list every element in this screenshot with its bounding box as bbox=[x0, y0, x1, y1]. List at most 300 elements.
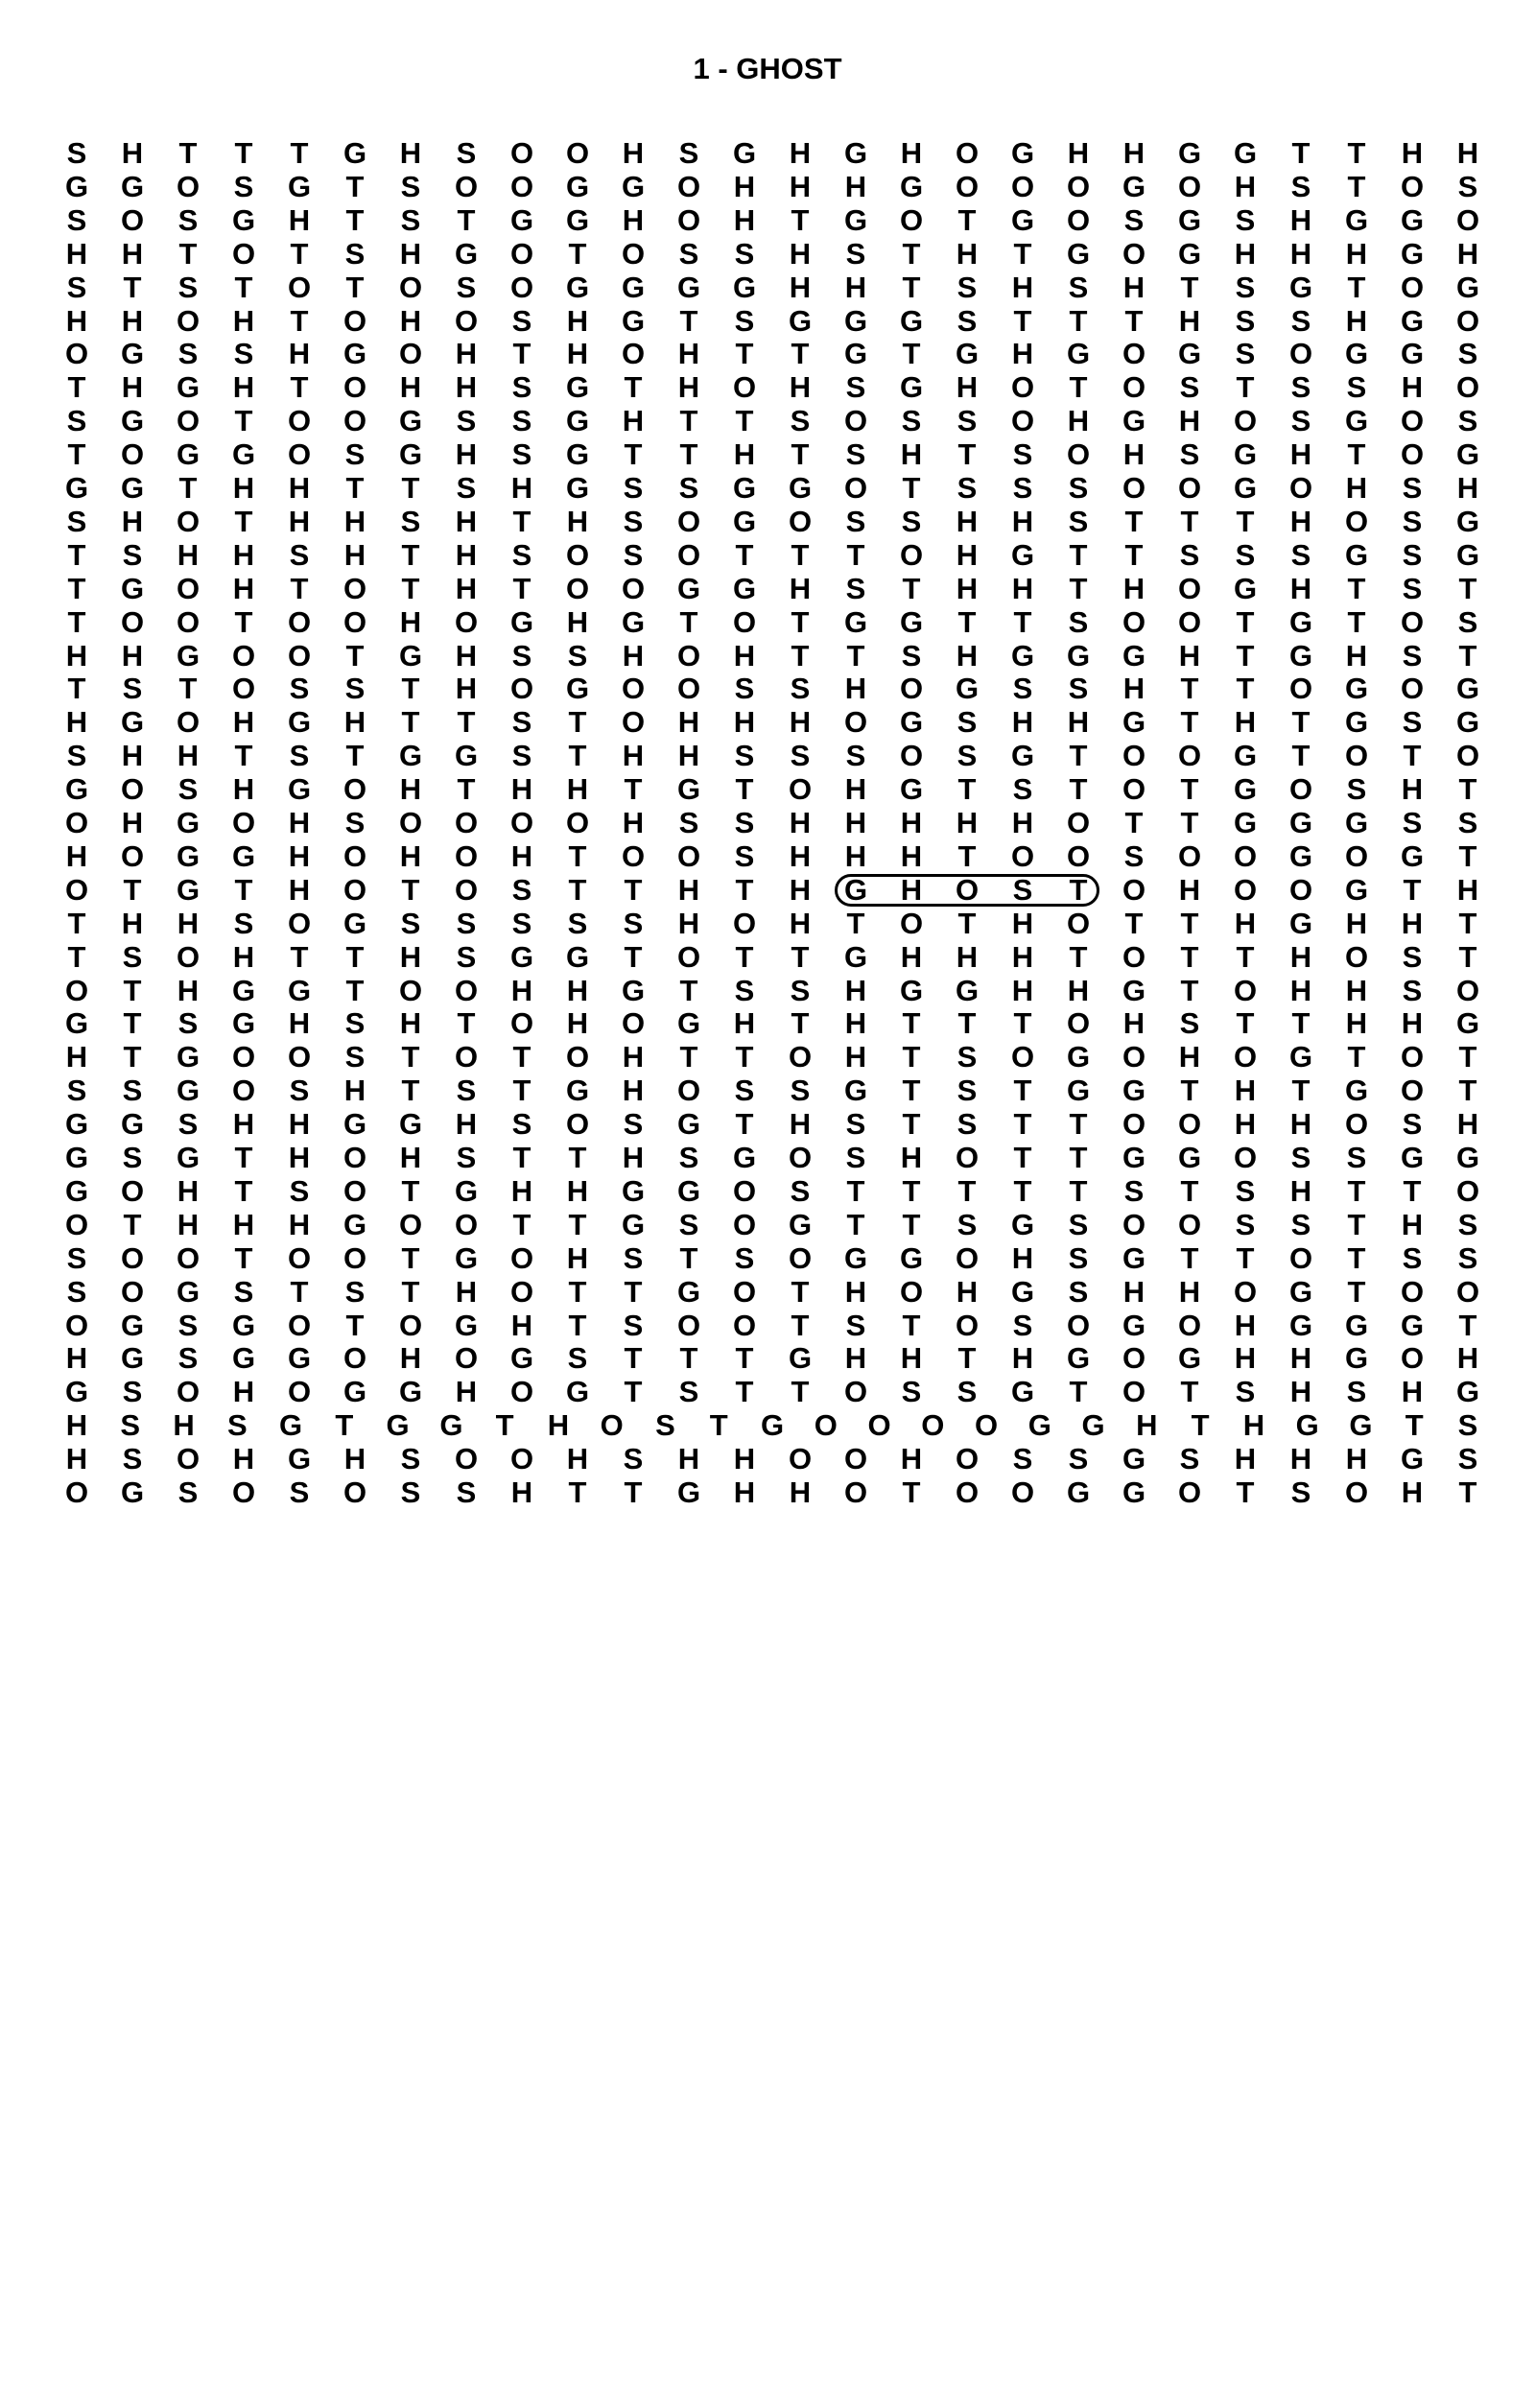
grid-letter: T bbox=[791, 1006, 810, 1041]
grid-letter: T bbox=[791, 939, 810, 974]
grid-letter: H bbox=[65, 1040, 88, 1074]
grid-letter: S bbox=[177, 772, 199, 807]
grid-letter: S bbox=[1290, 1207, 1311, 1241]
grid-letter: H bbox=[1345, 1442, 1368, 1476]
grid-letter: H bbox=[65, 638, 88, 673]
grid-letter: T bbox=[1458, 772, 1477, 807]
grid-letter: O bbox=[509, 1274, 534, 1309]
grid-letter: H bbox=[1011, 571, 1034, 605]
grid-letter: G bbox=[1455, 270, 1480, 304]
grid-letter: H bbox=[1178, 638, 1201, 673]
grid-letter: H bbox=[956, 1274, 979, 1309]
grid-letter: S bbox=[1457, 169, 1478, 203]
grid-letter: O bbox=[955, 872, 980, 907]
grid-letter: T bbox=[846, 1207, 865, 1241]
grid-letter: S bbox=[400, 202, 421, 237]
grid-letter: S bbox=[1068, 1240, 1089, 1275]
grid-letter: G bbox=[176, 1040, 201, 1074]
grid-letter: S bbox=[66, 404, 87, 438]
grid-letter: T bbox=[1180, 672, 1199, 706]
grid-letter: G bbox=[1122, 404, 1146, 438]
grid-letter: S bbox=[901, 1375, 922, 1409]
grid-letter: H bbox=[173, 1408, 195, 1443]
grid-letter: O bbox=[120, 772, 145, 807]
grid-letter: S bbox=[1346, 1375, 1367, 1409]
grid-letter: S bbox=[1179, 1442, 1200, 1476]
grid-letter: O bbox=[955, 1141, 980, 1174]
grid-letter: S bbox=[678, 1207, 699, 1241]
grid-letter: G bbox=[231, 973, 256, 1007]
grid-letter: H bbox=[510, 838, 533, 873]
grid-letter: T bbox=[735, 872, 754, 907]
grid-letter: G bbox=[342, 906, 367, 940]
grid-letter: T bbox=[679, 1341, 698, 1376]
grid-letter: T bbox=[67, 571, 86, 605]
grid-letter: T bbox=[1347, 604, 1366, 639]
grid-letter: S bbox=[734, 672, 755, 706]
grid-letter: T bbox=[568, 838, 587, 873]
grid-letter: S bbox=[1068, 270, 1089, 304]
grid-letter: S bbox=[344, 437, 366, 472]
grid-letter: H bbox=[1345, 236, 1368, 271]
grid-letter: H bbox=[900, 437, 923, 472]
grid-letter: H bbox=[1178, 404, 1201, 438]
grid-letter: T bbox=[1236, 638, 1255, 673]
grid-letter: S bbox=[678, 1141, 699, 1174]
grid-letter: T bbox=[457, 705, 476, 740]
grid-letter: O bbox=[565, 136, 590, 170]
grid-letter: S bbox=[845, 236, 866, 271]
grid-letter: G bbox=[1344, 1074, 1369, 1108]
grid-letter: G bbox=[509, 604, 534, 639]
grid-letter: H bbox=[900, 136, 923, 170]
grid-letter: G bbox=[1455, 504, 1480, 538]
grid-letter: G bbox=[64, 1107, 89, 1142]
grid-letter: O bbox=[176, 571, 201, 605]
grid-letter: G bbox=[1455, 672, 1480, 706]
grid-letter: S bbox=[456, 1074, 477, 1108]
grid-letter: O bbox=[565, 1107, 590, 1142]
grid-letter: O bbox=[454, 1040, 479, 1074]
grid-letter: O bbox=[176, 1442, 201, 1476]
grid-letter: T bbox=[290, 370, 309, 405]
grid-letter: O bbox=[565, 1040, 590, 1074]
grid-letter: O bbox=[509, 270, 534, 304]
grid-letter: T bbox=[512, 1141, 531, 1174]
grid-letter: H bbox=[900, 872, 923, 907]
grid-letter: T bbox=[1069, 303, 1088, 338]
grid-letter: T bbox=[1347, 169, 1366, 203]
grid-letter: H bbox=[622, 1040, 645, 1074]
grid-letter: O bbox=[955, 1475, 980, 1509]
grid-letter: O bbox=[176, 169, 201, 203]
grid-letter: S bbox=[623, 1240, 644, 1275]
grid-letter: G bbox=[621, 169, 646, 203]
grid-letter: H bbox=[232, 370, 255, 405]
grid-letter: S bbox=[120, 1408, 141, 1443]
grid-letter: S bbox=[623, 1308, 644, 1342]
grid-letter: O bbox=[621, 571, 646, 605]
grid-letter: S bbox=[1068, 1207, 1089, 1241]
grid-letter: O bbox=[231, 1040, 256, 1074]
grid-letter: O bbox=[1010, 169, 1035, 203]
grid-letter: H bbox=[177, 739, 200, 773]
grid-letter: T bbox=[679, 973, 698, 1007]
grid-letter: S bbox=[567, 1341, 588, 1376]
grid-letter: O bbox=[1233, 872, 1258, 907]
grid-letter: G bbox=[621, 270, 646, 304]
grid-letter: O bbox=[509, 672, 534, 706]
grid-letter: S bbox=[901, 404, 922, 438]
grid-letter: S bbox=[956, 270, 978, 304]
grid-letter: O bbox=[676, 202, 701, 237]
grid-letter: T bbox=[568, 1141, 587, 1174]
grid-letter: G bbox=[676, 772, 701, 807]
grid-letter: S bbox=[1402, 537, 1423, 572]
grid-letter: S bbox=[1012, 437, 1033, 472]
grid-letter: T bbox=[957, 838, 977, 873]
grid-letter: H bbox=[399, 370, 422, 405]
grid-letter: S bbox=[233, 169, 254, 203]
grid-letter: S bbox=[734, 236, 755, 271]
grid-letter: G bbox=[1177, 236, 1202, 271]
grid-letter: T bbox=[735, 772, 754, 807]
grid-letter: T bbox=[1013, 236, 1032, 271]
grid-letter: H bbox=[1456, 136, 1479, 170]
grid-letter: T bbox=[345, 1308, 365, 1342]
grid-letter: G bbox=[732, 504, 757, 538]
grid-letter: H bbox=[622, 739, 645, 773]
grid-letter: S bbox=[66, 202, 87, 237]
grid-letter: T bbox=[902, 1107, 921, 1142]
grid-letter: T bbox=[624, 1375, 643, 1409]
grid-letter: S bbox=[344, 1006, 366, 1041]
grid-letter: H bbox=[455, 370, 478, 405]
grid-letter: O bbox=[1122, 1341, 1146, 1376]
grid-letter: O bbox=[454, 806, 479, 839]
grid-letter: H bbox=[399, 1006, 422, 1041]
grid-letter: H bbox=[1401, 136, 1424, 170]
grid-letter: H bbox=[844, 169, 867, 203]
grid-letter: H bbox=[1345, 906, 1368, 940]
grid-letter: H bbox=[789, 370, 812, 405]
grid-letter: H bbox=[510, 1475, 533, 1509]
grid-letter: O bbox=[287, 906, 312, 940]
grid-letter: H bbox=[733, 437, 756, 472]
grid-letter: O bbox=[1177, 1107, 1202, 1142]
grid-letter: S bbox=[1123, 838, 1145, 873]
grid-letter: G bbox=[454, 236, 479, 271]
grid-letter: H bbox=[622, 202, 645, 237]
grid-letter: S bbox=[623, 537, 644, 572]
grid-letter: T bbox=[1458, 906, 1477, 940]
grid-letter: O bbox=[287, 604, 312, 639]
grid-letter: H bbox=[1122, 1006, 1145, 1041]
grid-letter: G bbox=[1288, 1274, 1313, 1309]
grid-letter: O bbox=[621, 1006, 646, 1041]
grid-letter: S bbox=[1235, 537, 1256, 572]
grid-letter: O bbox=[732, 1173, 757, 1208]
grid-letter: H bbox=[1401, 1375, 1424, 1409]
grid-letter: S bbox=[177, 1107, 199, 1142]
grid-letter: O bbox=[454, 1442, 479, 1476]
grid-letter: T bbox=[1013, 1141, 1032, 1174]
grid-letter: H bbox=[510, 1173, 533, 1208]
grid-letter: O bbox=[1400, 1274, 1425, 1309]
grid-letter: T bbox=[624, 370, 643, 405]
grid-letter: T bbox=[512, 571, 531, 605]
grid-letter: T bbox=[902, 337, 921, 371]
grid-letter: T bbox=[345, 739, 365, 773]
grid-letter: S bbox=[1290, 370, 1311, 405]
grid-letter: T bbox=[957, 437, 977, 472]
grid-letter: O bbox=[1400, 1040, 1425, 1074]
grid-letter: S bbox=[66, 1074, 87, 1108]
grid-letter: T bbox=[1124, 537, 1144, 572]
grid-letter: O bbox=[1010, 838, 1035, 873]
grid-letter: G bbox=[120, 337, 145, 371]
grid-letter: S bbox=[655, 1408, 675, 1443]
grid-letter: O bbox=[454, 169, 479, 203]
grid-letter: G bbox=[843, 337, 868, 371]
grid-letter: H bbox=[677, 337, 700, 371]
grid-letter: G bbox=[279, 1408, 303, 1443]
grid-letter: S bbox=[678, 471, 699, 505]
grid-letter: H bbox=[789, 705, 812, 740]
grid-letter: H bbox=[566, 1240, 589, 1275]
grid-letter: O bbox=[788, 1240, 813, 1275]
grid-letter: G bbox=[287, 772, 312, 807]
grid-letter: G bbox=[621, 1173, 646, 1208]
grid-letter: H bbox=[1345, 1006, 1368, 1041]
grid-letter: G bbox=[1288, 906, 1313, 940]
grid-letter: G bbox=[676, 571, 701, 605]
grid-letter: H bbox=[1345, 303, 1368, 338]
grid-letter: H bbox=[1401, 1006, 1424, 1041]
grid-letter: T bbox=[401, 1240, 420, 1275]
grid-letter: G bbox=[398, 638, 423, 673]
grid-letter: S bbox=[678, 1375, 699, 1409]
grid-letter: G bbox=[176, 437, 201, 472]
grid-letter: H bbox=[733, 1475, 756, 1509]
grid-letter: O bbox=[676, 504, 701, 538]
grid-letter: T bbox=[123, 1040, 142, 1074]
grid-letter: S bbox=[1068, 471, 1089, 505]
grid-letter: H bbox=[1011, 270, 1034, 304]
grid-letter: S bbox=[1457, 806, 1478, 839]
grid-letter: G bbox=[1344, 537, 1369, 572]
grid-letter: H bbox=[789, 136, 812, 170]
grid-letter: G bbox=[955, 672, 980, 706]
grid-letter: T bbox=[846, 537, 865, 572]
grid-letter: T bbox=[1236, 1240, 1255, 1275]
grid-letter: G bbox=[565, 437, 590, 472]
grid-letter: O bbox=[1344, 1475, 1369, 1509]
grid-letter: O bbox=[342, 1240, 367, 1275]
grid-letter: S bbox=[956, 1207, 978, 1241]
grid-letter: O bbox=[398, 1308, 423, 1342]
grid-letter: O bbox=[843, 705, 868, 740]
grid-letter: H bbox=[789, 1475, 812, 1509]
grid-letter: O bbox=[955, 1442, 980, 1476]
grid-letter: O bbox=[1400, 672, 1425, 706]
grid-letter: H bbox=[121, 136, 144, 170]
grid-letter: G bbox=[676, 1475, 701, 1509]
grid-letter: S bbox=[456, 136, 477, 170]
grid-letter: T bbox=[401, 1040, 420, 1074]
grid-letter: T bbox=[123, 1207, 142, 1241]
grid-letter: G bbox=[1122, 1141, 1146, 1174]
grid-letter: H bbox=[65, 1341, 88, 1376]
grid-letter: H bbox=[343, 1074, 366, 1108]
grid-letter: G bbox=[342, 1107, 367, 1142]
grid-letter: O bbox=[1400, 1341, 1425, 1376]
grid-letter: H bbox=[399, 1141, 422, 1174]
grid-letter: G bbox=[1177, 1141, 1202, 1174]
grid-letter: G bbox=[1400, 1308, 1425, 1342]
grid-letter: T bbox=[568, 739, 587, 773]
grid-letter: S bbox=[956, 471, 978, 505]
grid-letter: S bbox=[845, 437, 866, 472]
grid-letter: G bbox=[176, 1074, 201, 1108]
grid-letter: G bbox=[788, 303, 813, 338]
grid-letter: T bbox=[624, 1274, 643, 1309]
grid-letter: H bbox=[1289, 504, 1312, 538]
grid-letter: H bbox=[288, 872, 311, 907]
grid-letter: T bbox=[178, 136, 198, 170]
grid-letter: T bbox=[67, 906, 86, 940]
grid-letter: O bbox=[975, 1408, 999, 1443]
grid-letter: T bbox=[957, 202, 977, 237]
grid-letter: S bbox=[1290, 1141, 1311, 1174]
grid-letter: S bbox=[1012, 672, 1033, 706]
grid-letter: O bbox=[1122, 1375, 1146, 1409]
grid-letter: G bbox=[1066, 1475, 1091, 1509]
grid-letter: T bbox=[791, 1274, 810, 1309]
grid-letter: S bbox=[66, 739, 87, 773]
grid-letter: T bbox=[1458, 1308, 1477, 1342]
grid-letter: O bbox=[732, 370, 757, 405]
grid-letter: G bbox=[1177, 136, 1202, 170]
grid-letter: T bbox=[1291, 136, 1311, 170]
grid-letter: O bbox=[231, 806, 256, 839]
grid-letter: T bbox=[709, 1408, 728, 1443]
grid-letter: H bbox=[1011, 906, 1034, 940]
grid-letter: H bbox=[455, 1274, 478, 1309]
grid-letter: G bbox=[843, 303, 868, 338]
grid-letter: H bbox=[177, 906, 200, 940]
grid-letter: S bbox=[790, 973, 811, 1007]
grid-letter: H bbox=[1011, 705, 1034, 740]
grid-letter: O bbox=[454, 1341, 479, 1376]
grid-letter: H bbox=[288, 471, 311, 505]
grid-letter: S bbox=[567, 638, 588, 673]
grid-letter: O bbox=[1122, 739, 1146, 773]
grid-letter: G bbox=[676, 1274, 701, 1309]
grid-letter: G bbox=[1081, 1408, 1105, 1443]
grid-letter: H bbox=[1289, 1341, 1312, 1376]
grid-letter: S bbox=[289, 537, 310, 572]
grid-letter: G bbox=[342, 1375, 367, 1409]
grid-letter: O bbox=[1122, 471, 1146, 505]
grid-letter: O bbox=[1400, 1074, 1425, 1108]
grid-letter: O bbox=[1344, 1107, 1369, 1142]
grid-letter: H bbox=[510, 1308, 533, 1342]
grid-letter: H bbox=[566, 973, 589, 1007]
grid-letter: G bbox=[1400, 236, 1425, 271]
grid-letter: H bbox=[1011, 337, 1034, 371]
grid-letter: H bbox=[65, 236, 88, 271]
grid-letter: T bbox=[67, 672, 86, 706]
grid-letter: S bbox=[845, 370, 866, 405]
grid-letter: T bbox=[234, 1141, 253, 1174]
grid-letter: H bbox=[288, 1141, 311, 1174]
grid-letter: G bbox=[1344, 1308, 1369, 1342]
grid-letter: T bbox=[178, 672, 198, 706]
grid-letter: T bbox=[735, 1341, 754, 1376]
grid-letter: O bbox=[287, 1040, 312, 1074]
grid-letter: G bbox=[1455, 705, 1480, 740]
grid-letter: H bbox=[844, 1341, 867, 1376]
grid-letter: G bbox=[64, 1141, 89, 1174]
grid-letter: H bbox=[1234, 1341, 1257, 1376]
grid-letter: O bbox=[231, 1475, 256, 1509]
grid-letter: S bbox=[956, 739, 978, 773]
grid-letter: G bbox=[1122, 169, 1146, 203]
grid-letter: G bbox=[676, 1173, 701, 1208]
grid-letter: S bbox=[1457, 1442, 1478, 1476]
grid-letter: G bbox=[176, 838, 201, 873]
grid-letter: O bbox=[454, 1207, 479, 1241]
grid-letter: O bbox=[287, 404, 312, 438]
grid-letter: O bbox=[231, 1074, 256, 1108]
grid-letter: T bbox=[123, 872, 142, 907]
grid-letter: S bbox=[1346, 1141, 1367, 1174]
grid-letter: O bbox=[1066, 437, 1091, 472]
grid-letter: O bbox=[1122, 236, 1146, 271]
grid-letter: T bbox=[1347, 1173, 1366, 1208]
grid-letter: S bbox=[1235, 1375, 1256, 1409]
grid-letter: O bbox=[342, 1173, 367, 1208]
grid-letter: S bbox=[456, 1141, 477, 1174]
grid-letter: O bbox=[676, 838, 701, 873]
grid-letter: H bbox=[288, 337, 311, 371]
grid-letter: S bbox=[511, 872, 532, 907]
grid-letter: S bbox=[1235, 270, 1256, 304]
grid-letter: G bbox=[621, 303, 646, 338]
grid-letter: O bbox=[342, 1341, 367, 1376]
grid-letter: H bbox=[1067, 136, 1090, 170]
grid-letter: S bbox=[1123, 1173, 1145, 1208]
grid-letter: H bbox=[789, 872, 812, 907]
grid-letter: G bbox=[509, 1341, 534, 1376]
grid-letter: G bbox=[565, 202, 590, 237]
grid-letter: G bbox=[509, 939, 534, 974]
grid-letter: O bbox=[676, 1074, 701, 1108]
grid-letter: G bbox=[1233, 571, 1258, 605]
grid-letter: S bbox=[1179, 370, 1200, 405]
grid-letter: H bbox=[844, 1274, 867, 1309]
grid-letter: O bbox=[1122, 370, 1146, 405]
grid-letter: T bbox=[568, 1207, 587, 1241]
grid-letter: T bbox=[1069, 537, 1088, 572]
grid-letter: T bbox=[957, 1006, 977, 1041]
grid-letter: O bbox=[1455, 303, 1480, 338]
grid-letter: H bbox=[789, 1107, 812, 1142]
grid-letter: G bbox=[1344, 202, 1369, 237]
grid-letter: G bbox=[120, 471, 145, 505]
grid-letter: S bbox=[456, 906, 477, 940]
